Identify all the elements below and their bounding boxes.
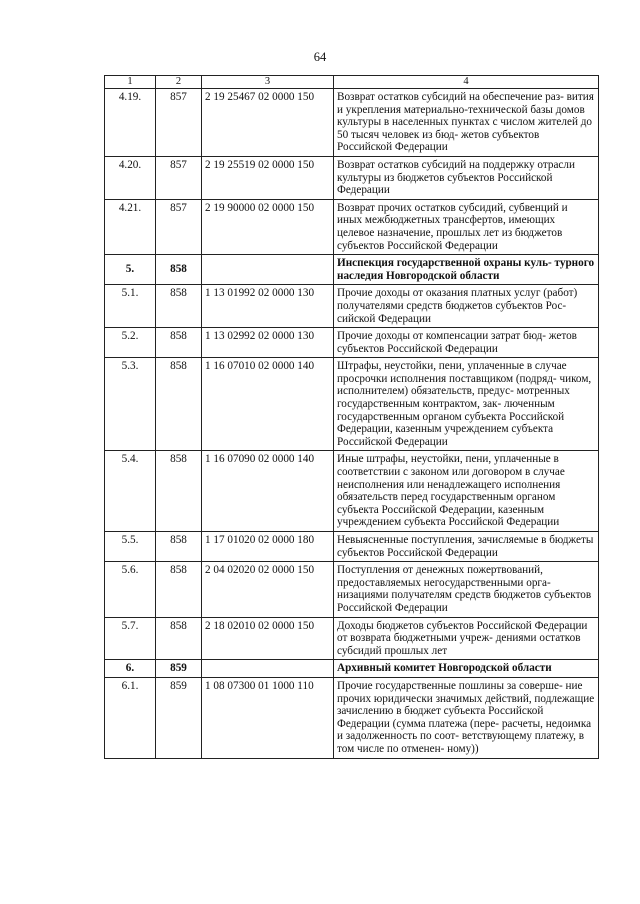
item-number: 6.1. [105,677,156,758]
table-row [105,199,599,254]
income-description: Инспекция государственной охраны куль- турного наследия Новгородской области [334,255,599,285]
item-number: 5.1. [105,285,156,328]
column-header: 4 [334,76,599,89]
admin-code: 858 [156,328,202,358]
item-number: 5. [105,255,156,285]
table-row [105,358,599,451]
section-row [105,255,599,285]
income-description: Возврат прочих остатков субсидий, субвенций и иных межбюджетных трансфертов, имеющих целевое назначение, прошлых лет из бюджетов субъектов Российской Федерации [334,199,599,254]
income-description: Прочие государственные пошлины за соверше- ние прочих юридически значимых действий, подлежащие зачислению в бюджет субъекта Российской Федерации (сумма платежа (пере- расчеты, недоимка и задолженность по соот- ветствующему платежу, в том числе по отменен- ному)) [334,677,599,758]
admin-code: 859 [156,660,202,678]
income-description: Прочие доходы от компенсации затрат бюд- жетов субъектов Российской Федерации [334,328,599,358]
section-row [105,660,599,678]
income-description: Штрафы, неустойки, пени, уплаченные в случае просрочки исполнения поставщиком (подряд- чиком, исполнителем) обязательств, предус- мотренных государственным контрактом, зак- люченным государственным органом субъекта Российской Федерации, казенным учреждением субъекта Российской Федерации [334,358,599,451]
income-description: Поступления от денежных пожертвований, предоставляемых негосударственными орга- низациями получателям средств бюджетов субъектов Российской Федерации [334,562,599,617]
budget-classification-code: 1 08 07300 01 1000 110 [202,677,334,758]
table-row [105,532,599,562]
item-number: 5.3. [105,358,156,451]
table-row [105,156,599,199]
admin-code: 858 [156,255,202,285]
income-description: Иные штрафы, неустойки, пени, уплаченные в соответствии с законом или договором в случае неисполнения или ненадлежащего исполнения обязательств перед государственным органом субъекта Российской Федерации, казенным учреждением субъекта Российской Федерации [334,451,599,532]
admin-code: 858 [156,451,202,532]
item-number: 5.2. [105,328,156,358]
income-description: Прочие доходы от оказания платных услуг (работ) получателями средств бюджетов субъектов Рос- сийской Федерации [334,285,599,328]
column-header: 2 [156,76,202,89]
table-row [105,285,599,328]
budget-classification-code: 1 16 07010 02 0000 140 [202,358,334,451]
admin-code: 858 [156,532,202,562]
table-row [105,677,599,758]
income-description: Доходы бюджетов субъектов Российской Федерации от возврата бюджетными учреж- дениями остатков субсидий прошлых лет [334,617,599,660]
admin-code: 858 [156,617,202,660]
table-row [105,617,599,660]
income-description: Невыясненные поступления, зачисляемые в бюджеты субъектов Российской Федерации [334,532,599,562]
item-number: 6. [105,660,156,678]
admin-code: 859 [156,677,202,758]
page-number: 64 [313,50,327,64]
item-number: 5.6. [105,562,156,617]
budget-classification-code: 1 16 07090 02 0000 140 [202,451,334,532]
income-description: Возврат остатков субсидий на поддержку отрасли культуры из бюджетов субъектов Российской Федерации [334,156,599,199]
column-number-header-row [105,76,599,89]
item-number: 4.19. [105,89,156,157]
item-number: 5.5. [105,532,156,562]
admin-code: 857 [156,199,202,254]
income-description: Возврат остатков субсидий на обеспечение раз- вития и укрепления материально-технической базы домов культуры в населенных пунктах с числом жителей до 50 тысяч человек из бюд- жетов субъектов Российской Федерации [334,89,599,157]
admin-code: 858 [156,285,202,328]
table-row [105,328,599,358]
table-row [105,562,599,617]
item-number: 5.4. [105,451,156,532]
budget-classification-code [202,660,334,678]
admin-code: 857 [156,89,202,157]
admin-code: 857 [156,156,202,199]
budget-classification-code: 1 17 01020 02 0000 180 [202,532,334,562]
admin-code: 858 [156,358,202,451]
budget-classification-code [202,255,334,285]
budget-classification-code: 1 13 02992 02 0000 130 [202,328,334,358]
table-row [105,451,599,532]
budget-classification-code: 2 18 02010 02 0000 150 [202,617,334,660]
budget-classification-code: 2 04 02020 02 0000 150 [202,562,334,617]
item-number: 4.20. [105,156,156,199]
column-header: 1 [105,76,156,89]
table-body [105,76,599,759]
table-row [105,89,599,157]
budget-classification-code: 1 13 01992 02 0000 130 [202,285,334,328]
item-number: 5.7. [105,617,156,660]
budget-classification-code: 2 19 25519 02 0000 150 [202,156,334,199]
income-description: Архивный комитет Новгородской области [334,660,599,678]
admin-code: 858 [156,562,202,617]
budget-classification-code: 2 19 25467 02 0000 150 [202,89,334,157]
revenue-table [104,75,599,759]
item-number: 4.21. [105,199,156,254]
budget-classification-code: 2 19 90000 02 0000 150 [202,199,334,254]
column-header: 3 [202,76,334,89]
